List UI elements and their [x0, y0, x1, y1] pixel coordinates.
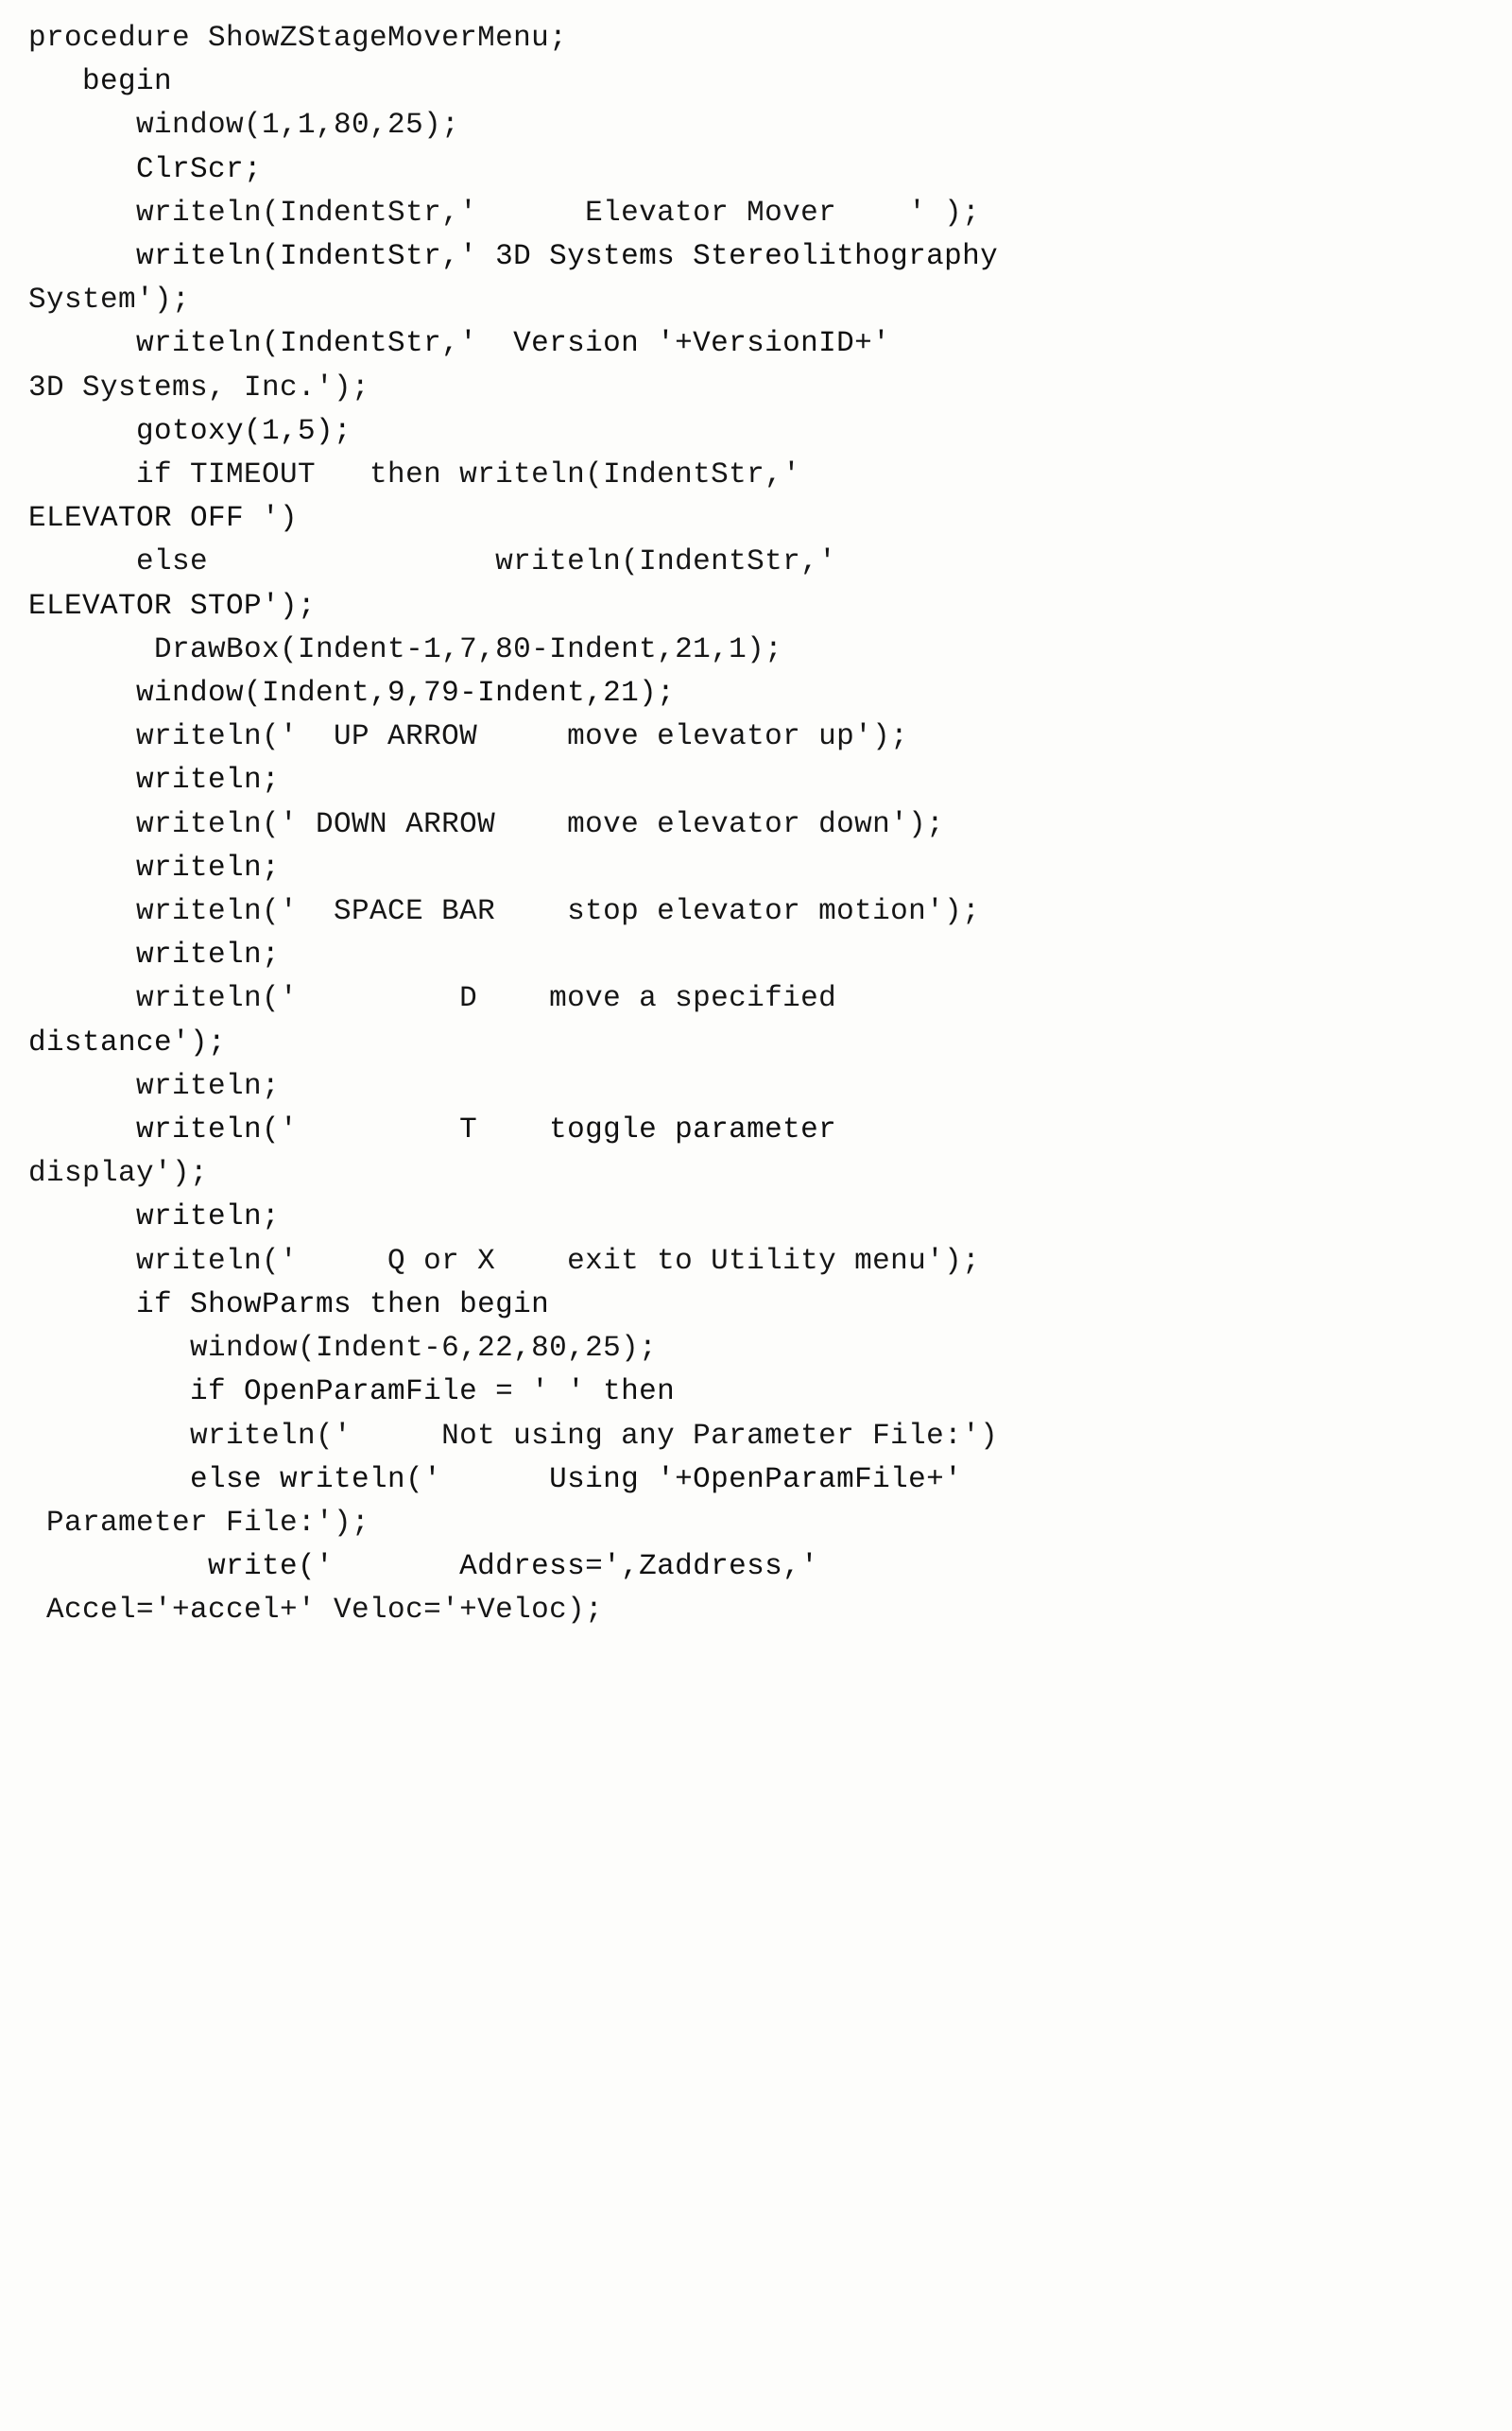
code-line: ClrScr; [28, 152, 263, 186]
code-line: writeln(IndentStr,' 3D Systems Stereolithography [28, 240, 999, 274]
code-line: 3D Systems, Inc.'); [28, 371, 370, 405]
code-line: ELEVATOR STOP'); [28, 589, 317, 623]
code-line: writeln(' DOWN ARROW move elevator down'); [28, 807, 945, 841]
code-line: writeln(IndentStr,' Version '+VersionID+' [28, 327, 891, 361]
code-line: writeln(' Not using any Parameter File:') [28, 1419, 999, 1453]
code-line: writeln; [28, 939, 281, 973]
code-block [0, 17, 1512, 1633]
code-line: writeln(IndentStr,' Elevator Mover ' ); [28, 196, 981, 230]
code-line: System'); [28, 284, 191, 318]
code-line: writeln; [28, 1069, 281, 1103]
code-line: write(' Address=',Zaddress,' [28, 1550, 819, 1584]
code-line: writeln; [28, 1200, 281, 1234]
code-line: writeln; [28, 851, 281, 885]
code-line: window(Indent-6,22,80,25); [28, 1332, 658, 1366]
code-line: writeln(' Q or X exit to Utility menu'); [28, 1244, 981, 1278]
code-line: Accel='+accel+' Veloc='+Veloc); [28, 1594, 604, 1628]
code-line: writeln(' D move a specified [28, 982, 837, 1016]
code-line: if OpenParamFile = ' ' then [28, 1375, 676, 1409]
code-line: writeln(' UP ARROW move elevator up'); [28, 720, 909, 754]
code-line: gotoxy(1,5); [28, 414, 352, 448]
code-line: procedure ShowZStageMoverMenu; [28, 22, 568, 55]
code-line: Parameter File:'); [28, 1506, 370, 1540]
code-line: window(Indent,9,79-Indent,21); [28, 677, 676, 711]
code-line: window(1,1,80,25); [28, 109, 460, 143]
code-line: writeln; [28, 764, 281, 798]
code-line: writeln(' T toggle parameter [28, 1113, 837, 1147]
code-line: display'); [28, 1157, 209, 1191]
code-line: else writeln(IndentStr,' [28, 545, 837, 579]
code-line: if TIMEOUT then writeln(IndentStr,' [28, 458, 801, 492]
code-line: begin [28, 65, 173, 99]
code-line: distance'); [28, 1026, 227, 1060]
code-line: DrawBox(Indent-1,7,80-Indent,21,1); [28, 632, 783, 666]
code-line: else writeln(' Using '+OpenParamFile+' [28, 1462, 963, 1496]
code-line: writeln(' SPACE BAR stop elevator motion'); [28, 895, 981, 929]
code-line: if ShowParms then begin [28, 1287, 550, 1321]
code-line: ELEVATOR OFF ') [28, 502, 299, 536]
